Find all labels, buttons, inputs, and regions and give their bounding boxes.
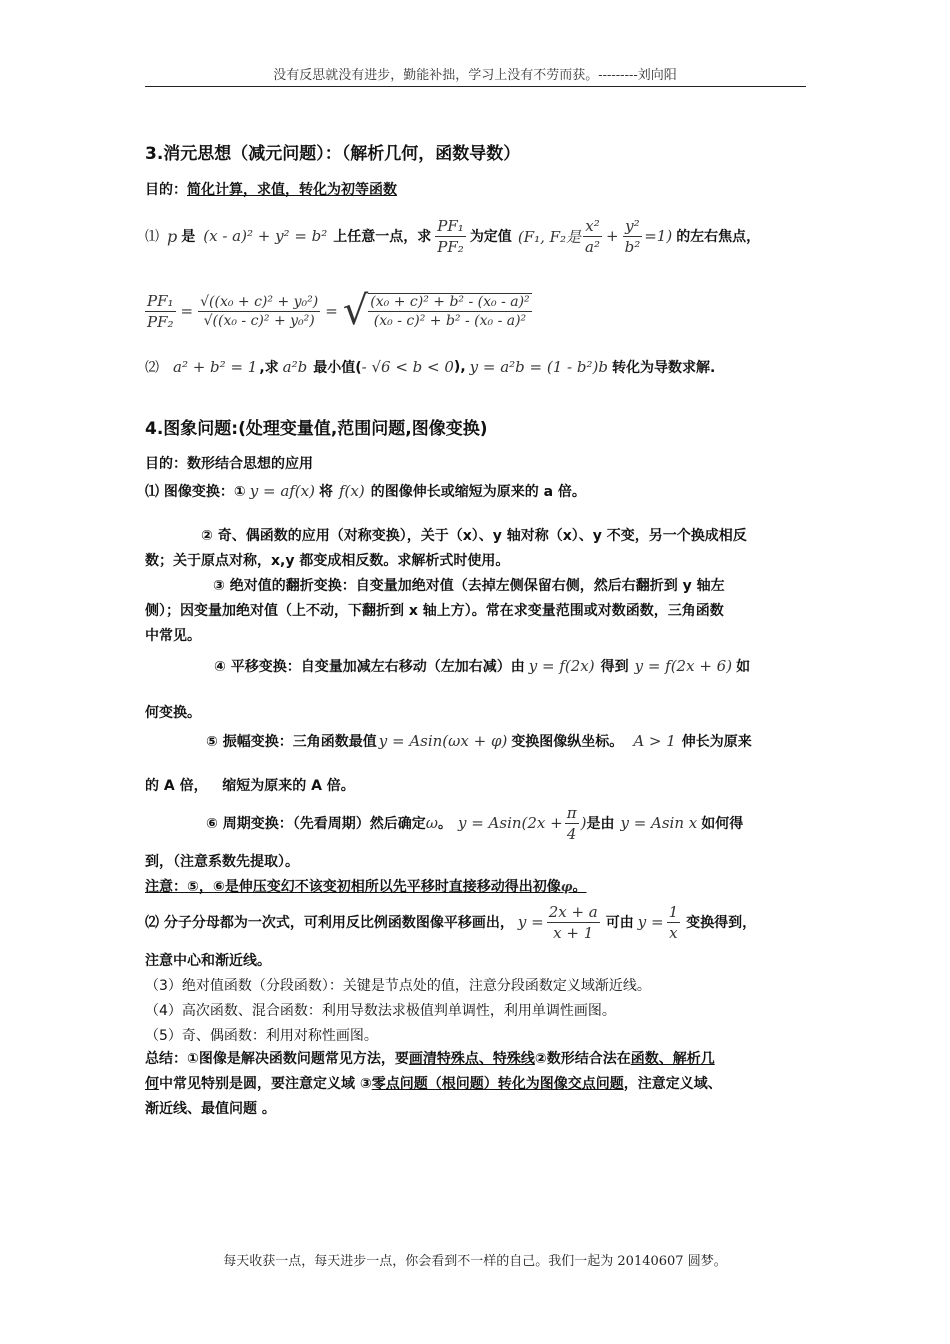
s4-p1-label: ⑴ 图像变换：①: [145, 484, 246, 500]
s3-q2-text4: 转化为导数求解.: [611, 360, 716, 376]
s4-p6-pi-den: 4: [566, 824, 577, 843]
s4-p5-text3: 伸长为原来: [681, 734, 752, 750]
s4-p6-formula-pre: y = Asin(2x +: [457, 814, 563, 832]
s4-summary-u4: 零点问题（根问题）转化为图像交点问题: [371, 1076, 624, 1092]
s4-p6-pi-num: π: [566, 803, 577, 822]
s3-q1-ellipse-y-num: y²: [623, 217, 643, 237]
s3-q1-num: ⑴: [145, 229, 159, 245]
s3-q1-circle-eq: (x - a)² + y² = b²: [203, 227, 328, 245]
s3-q1-ellipse-x: [583, 217, 602, 256]
s4-summary-c: 中常见特别是圆，要注意定义域 ③: [159, 1076, 372, 1092]
s4-p6-omega: ω: [425, 814, 438, 832]
s3-q1-cond-pre: (F₁, F₂是: [517, 227, 582, 246]
s4-p4-text2: 得到: [600, 659, 629, 675]
s4-q2-frac1-num: 2x + a: [548, 902, 598, 921]
s3-derivation-lhs-den: PF₂: [147, 312, 174, 331]
s4-summary: [145, 1047, 806, 1122]
s3-q2-eq2: y = a²b = (1 - b²)b: [469, 358, 608, 376]
section-3-title: 3.消元思想（减元问题）：（解析几何，函数导数）: [145, 144, 521, 164]
s4-p6: [206, 800, 743, 846]
section-4-title: 4.图象问题:(处理变量值,范围问题,图像变换): [145, 419, 488, 439]
s4-summary-u2: 函数、解析几: [630, 1051, 715, 1067]
s4-purpose: 目的：数形结合思想的应用: [145, 456, 313, 472]
s4-p1-text2: 的图像伸长或缩短为原来的 a 倍。: [370, 484, 586, 500]
s4-p5-line2: 的 A 倍， 缩短为原来的 A 倍。: [145, 778, 355, 794]
s4-p6-formula3: y = Asin x: [620, 814, 698, 832]
s4-p4-line2: 何变换。: [145, 705, 201, 721]
s3-q1-ratio-num: PF₁: [437, 216, 464, 235]
s4-p5-text1: ⑤ 振幅变换：三角函数最值: [206, 734, 377, 750]
s4-p3-line3: 中常见。: [145, 628, 201, 644]
s3-q1-ellipse-x-num: x²: [583, 217, 602, 237]
s4-p1-text1: 将: [318, 484, 333, 500]
s4-note-phi: φ: [560, 880, 573, 895]
s3-derivation-mid-num: √((x₀ + c)² + y₀²): [200, 293, 319, 310]
page-footer: 每天收获一点，每天进步一点，你会看到不一样的自己。我们一起为 20140607 圆梦。: [223, 1254, 727, 1269]
s4-q2-f2-pre: y =: [637, 913, 664, 931]
s4-note: [145, 876, 586, 896]
s4-p4-formula2: y = f(2x + 6): [634, 657, 733, 675]
s4-p2-line2: 数；关于原点对称，x,y 都变成相反数。求解析式时使用。: [145, 553, 510, 569]
s3-derivation-mid: [198, 294, 320, 329]
s3-derivation-rhs-num: (x₀ + c)² + b² - (x₀ - a)²: [370, 294, 530, 310]
s4-p6-line2: 到，（注意系数先提取）。: [145, 854, 299, 870]
s4-q2-line2: 注意中心和渐近线。: [145, 953, 271, 969]
s4-p4: [214, 650, 750, 682]
s4-q4: （4）高次函数、混合函数：利用导数法求极值判单调性，利用单调性画图。: [145, 1003, 616, 1019]
s4-q5: （5）奇、偶函数：利用对称性画图。: [145, 1028, 378, 1044]
s4-q2-text2: 可由: [605, 915, 634, 931]
page-header: 没有反思就没有进步，勤能补拙，学习上没有不劳而获。---------刘向阳: [273, 68, 677, 83]
s3-q1-ellipse-y-den: b²: [624, 237, 641, 256]
s3-purpose: [145, 179, 397, 199]
s4-q2-frac2: [667, 903, 681, 942]
s4-p1-formula1: y = af(x): [249, 482, 315, 500]
s4-q2-frac2-num: 1: [668, 902, 679, 921]
s4-p2-line1: ② 奇、偶函数的应用（对称变换），关于（x）、y 轴对称（x）、y 不变，另一个换成相反: [201, 528, 747, 544]
s3-q1-cond-post: =1): [644, 227, 673, 245]
s4-q2-text1: ⑵ 分子分母都为一次式，可利用反比例函数图像平移画出，: [145, 915, 514, 931]
s3-q1-text2: 为定值: [469, 229, 512, 245]
s4-note-end: 。: [572, 879, 587, 895]
s3-q1-text3: 的左右焦点，: [676, 229, 761, 245]
s4-q2: [145, 898, 756, 946]
s4-p6-text4: 如何得: [701, 816, 744, 832]
s3-q2-expr: a²b: [282, 358, 308, 376]
s4-summary-line3: 渐近线、最值问题 。: [145, 1101, 276, 1117]
s4-p5-text2: 变换图像纵坐标。: [511, 734, 624, 750]
s3-q1-ellipse-y: [623, 217, 643, 256]
s3-purpose-text: 简化计算，求值，转化为初等函数: [187, 182, 397, 198]
s4-summary-u3: 何: [145, 1076, 159, 1092]
s4-q2-f1-pre: y =: [517, 913, 544, 931]
s3-q1: ⑴ p 是 (x - a)² + y² = b² 上任意一点，求 $\frac{\text{PF₁}}{\text{PF₂}}$ 为定值 (F₁, F₂是 $\frac{\text{x²}}{\text{a²}}$ + $\frac{\text{y²}}{\text{b²}}$ =1) 的左右焦点，: [145, 216, 761, 256]
s3-q1-is: 是: [181, 229, 196, 245]
s4-p6-text2: 。: [437, 816, 452, 832]
s3-q1-ratio-den: PF₂: [437, 237, 464, 256]
s3-q2-text2: 最小值(: [313, 360, 362, 376]
s4-p6-formula-post: ): [580, 814, 587, 832]
s3-derivation-lhs: [145, 292, 176, 331]
s4-p6-text1: ⑥ 周期变换：（先看周期）然后确定: [206, 816, 426, 832]
s4-p6-text3: 是由: [586, 816, 615, 832]
s4-p4-formula1: y = f(2x): [528, 657, 595, 675]
s3-q1-ellipse-x-den: a²: [585, 237, 601, 256]
s3-q2: [145, 352, 715, 382]
s4-p5: [206, 724, 752, 758]
header-rule: [145, 86, 806, 87]
s3-q1-p: p: [167, 226, 178, 246]
s4-p4-text1: ④ 平移变换：自变量加减左右移动（左加右减）由: [214, 659, 525, 675]
sqrt-icon: √: [342, 288, 369, 334]
s4-q2-frac2-den: x: [669, 923, 678, 942]
s3-q2-num: ⑵: [145, 360, 159, 376]
s4-q2-text3: 变换得到，: [686, 915, 757, 931]
s3-derivation-rhs: [368, 293, 531, 329]
s3-derivation-mid-den: √((x₀ - c)² + y₀²): [203, 312, 315, 329]
s4-q2-frac1: [547, 903, 600, 942]
s4-p2: [145, 524, 806, 574]
s4-q2-frac1-den: x + 1: [553, 923, 594, 942]
s3-q2-range: - √6 < b < 0: [361, 358, 454, 376]
s3-q1-text1: 上任意一点，求: [333, 229, 432, 245]
s3-derivation: $\frac{\text{PF₁}}{\text{PF₂}}$ = $\frac{\text{√((x₀ + c)² + y₀²)}}{\text{√((x₀ - c)² + y₀²)}}$ = √ $\frac{\text{(x₀ + c)² + b² - (x₀ - a)²}}{\text{(x₀ - c)² + b² - (x₀ - a)²}}$: [147, 288, 530, 334]
s4-p6-pi-over-4: [565, 804, 579, 843]
s3-purpose-label: 目的：: [145, 182, 187, 198]
s4-q3: （3）绝对值函数（分段函数）：关键是节点处的值，注意分段函数定义域渐近线。: [145, 978, 651, 994]
s4-p3: [145, 574, 806, 649]
s4-summary-a: 总结：①图像是解决函数问题常见方法，要: [145, 1051, 409, 1067]
s4-p5-formula1: y = Asin(ωx + φ): [378, 732, 508, 750]
s4-p3-line1: ③ 绝对值的翻折变换：自变量加绝对值（去掉左侧保留右侧，然后右翻折到 y 轴左: [213, 578, 725, 594]
s3-derivation-lhs-num: PF₁: [147, 291, 174, 310]
s4-p3-line2: 侧）；因变量加绝对值（上不动，下翻折到 x 轴上方）。常在求变量范围或对数函数，三角函数: [145, 603, 724, 619]
s4-summary-b: ②数形结合法在: [534, 1051, 631, 1067]
s4-summary-u1: 画清特殊点、特殊线: [408, 1051, 535, 1067]
s4-p1-formula2: f(x): [338, 482, 365, 500]
s3-derivation-rhs-den: (x₀ - c)² + b² - (x₀ - a)²: [373, 313, 527, 329]
s3-q2-text3: ),: [453, 359, 466, 375]
s4-p4-text3: 如: [736, 659, 751, 675]
s3-q1-ratio: [435, 217, 466, 256]
s4-note-text: 注意：⑤，⑥是伸压变幻不该变初相所以先平移时直接移动得出初像: [145, 879, 561, 895]
s3-q2-text1: ,求: [259, 360, 279, 376]
s4-summary-line1: [145, 1047, 806, 1072]
s4-p1: [145, 476, 586, 506]
s4-summary-line2: [145, 1072, 806, 1097]
s4-p5-formula2: A > 1: [633, 732, 676, 750]
s3-q2-eq: a² + b² = 1: [173, 358, 258, 376]
s4-summary-d: ，注意定义域、: [623, 1076, 722, 1092]
